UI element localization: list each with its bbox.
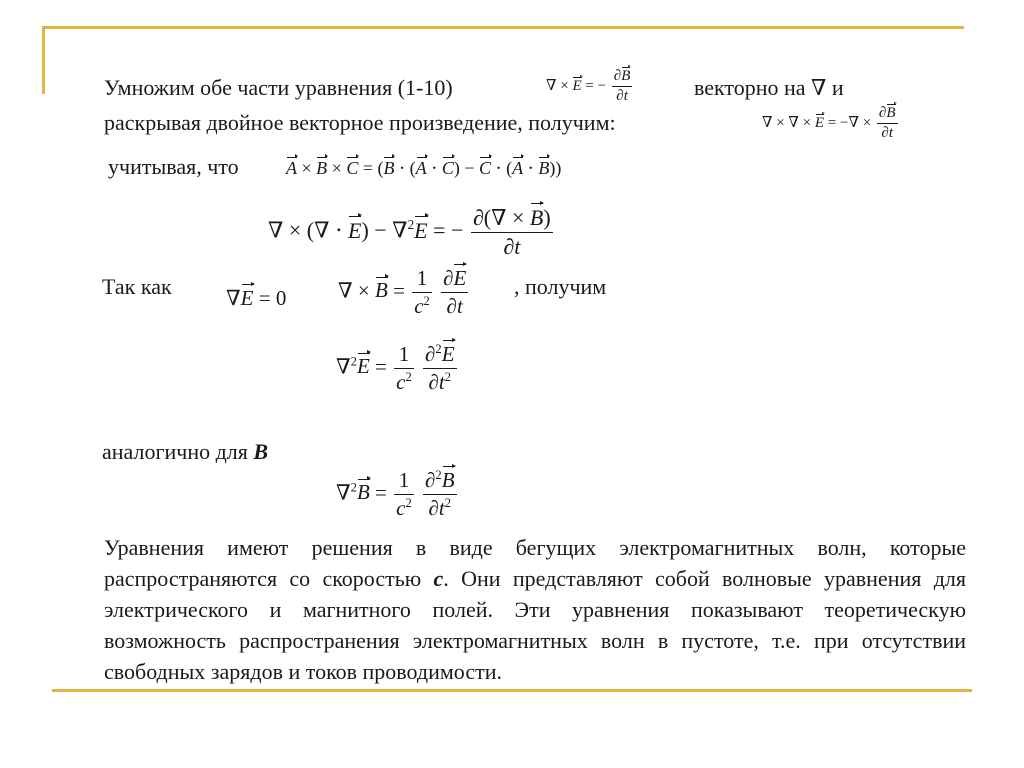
equation-bac-cab: A × B × C = (B ⋅ (A ⋅ C) − C ⋅ (A ⋅ B)) <box>286 158 562 178</box>
paragraph-part2: . Они представляют собой волновые уравнения для электрического и магнитного полей. Эти уравнения показывают теоретическую возможность распространения электромагнитных волн в пустоте, т.е. при отсутствии свободных зарядов и токов проводимости. <box>104 566 966 684</box>
line3-text: учитывая, что <box>108 154 239 179</box>
equation-double-curl: ∇ × ∇ × E = −∇ × $\frac{\partial B}{\partial t}$ <box>762 105 896 141</box>
line5-text <box>102 441 268 463</box>
line4-after: , получим <box>514 274 607 299</box>
line4-text: Так как <box>102 274 172 299</box>
line2-text: раскрывая двойное векторное произведение, получим: <box>104 110 616 135</box>
equation-wave-b: ∇$^2$B = $\frac{1}{c^2}$ $\frac{\partial^2B}{\partial t^2}$ <box>336 468 455 520</box>
line5-bold: B <box>253 439 269 464</box>
frame-top-rule <box>42 26 964 29</box>
equation-curl-b: ∇ × B = $\frac{1}{c^2}$ $\frac{\partial E}{\partial t}$ <box>338 266 467 318</box>
frame-left-rule <box>42 26 45 94</box>
equation-expansion: ∇ × (∇ ⋅ E) − ∇$^2$E = − $\frac{\partial(\nabla \times B)}{\partial t}$ <box>268 205 551 259</box>
frame-bottom-rule <box>52 689 972 692</box>
conclusion-paragraph <box>104 532 966 687</box>
equation-curl-e: ∇ × E = − $\frac{\partial B}{\partial t}$ <box>546 68 631 104</box>
equation-wave-e: ∇$^2$E = $\frac{1}{c^2}$ $\frac{\partial^2E}{\partial t^2}$ <box>336 342 455 394</box>
line1-text: Умножим обе части уравнения (1-10) <box>104 75 453 100</box>
line5-prefix: аналогично для <box>102 439 254 464</box>
equation-div-e: ∇E = 0 <box>226 286 287 310</box>
line1-after: векторно на ∇ и <box>694 75 844 100</box>
paragraph-part1: Уравнения имеют решения в виде бегущих электромагнитных волн, которые распространяются со скоростью <box>104 535 966 591</box>
paragraph-bold: c <box>433 566 444 591</box>
